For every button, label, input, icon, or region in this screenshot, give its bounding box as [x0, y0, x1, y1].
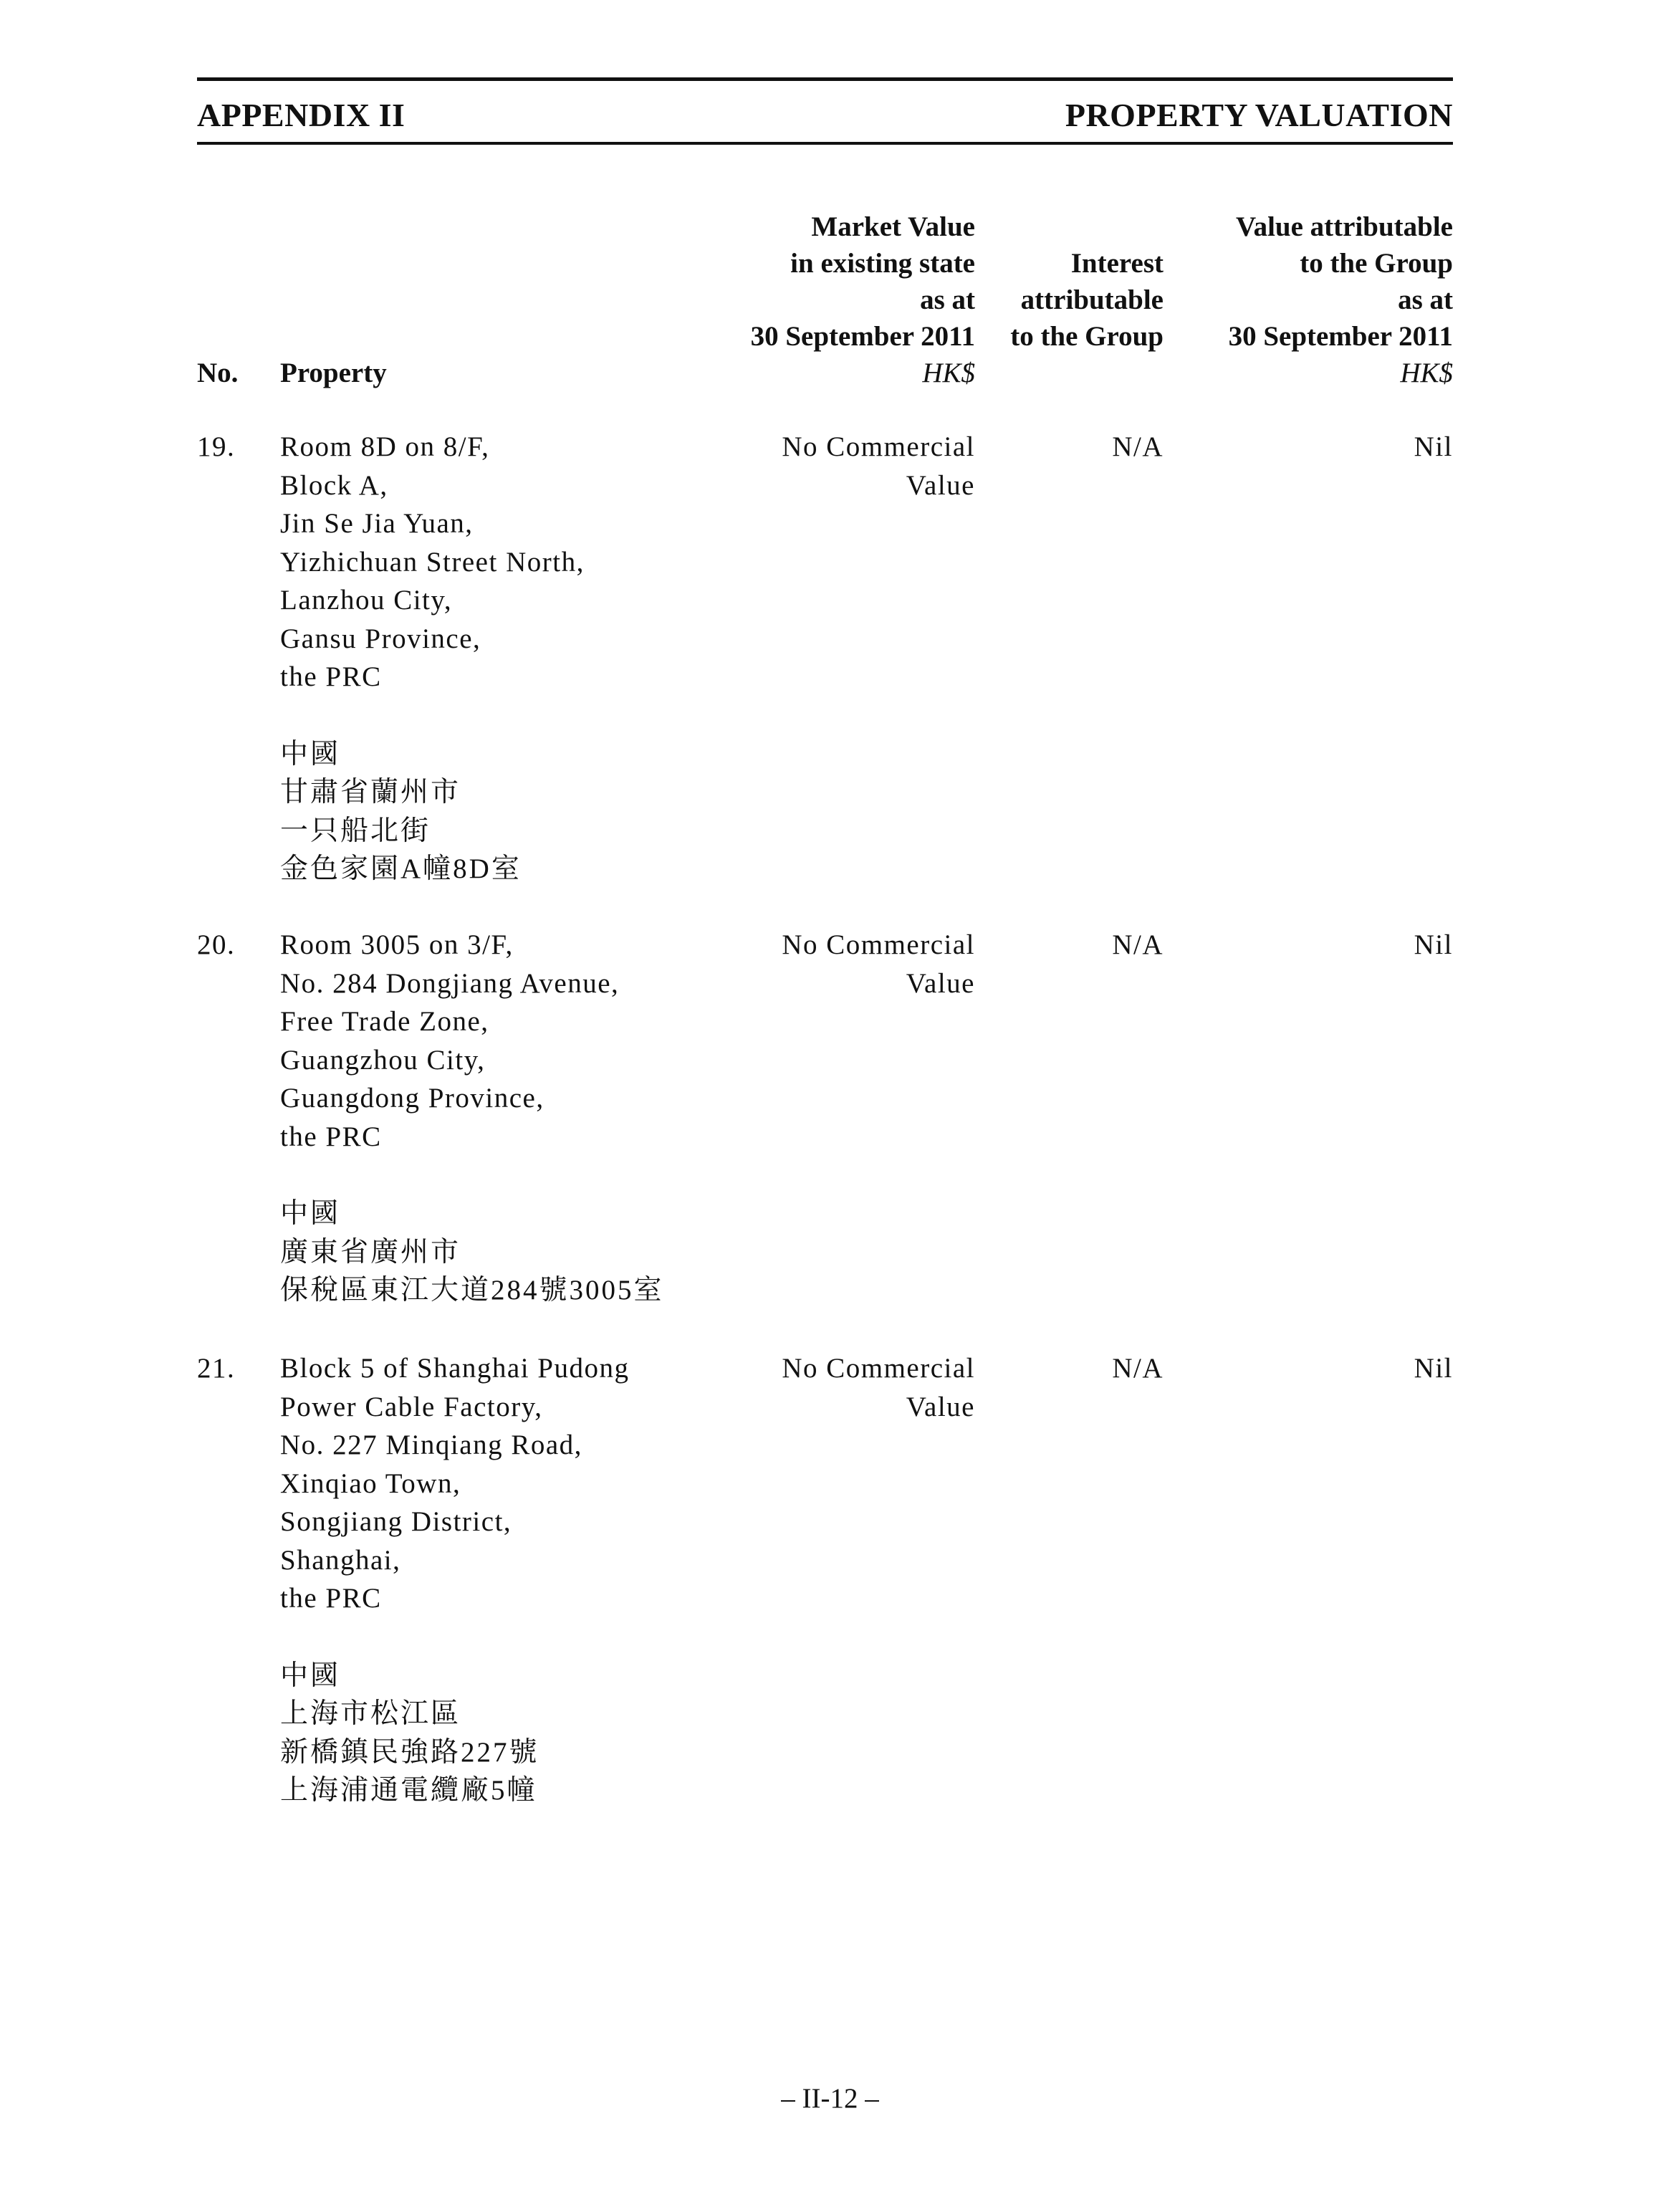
- market-value-line: No Commercial: [782, 431, 975, 462]
- address-chinese: [280, 735, 710, 889]
- table-header: [197, 205, 1453, 391]
- header-line: Interest: [1070, 248, 1164, 279]
- market-value-line: Value: [906, 967, 975, 999]
- address-line-cn: 金色家園A幢8D室: [280, 853, 522, 884]
- currency-unit: HK$: [1400, 358, 1453, 388]
- property-address: [280, 926, 710, 1310]
- address-line: Shanghai,: [280, 1544, 401, 1576]
- address-line-cn: 新橋鎮民強路227號: [280, 1736, 539, 1768]
- interest-attributable: N/A: [1112, 431, 1164, 462]
- value-attributable: Nil: [1414, 929, 1453, 960]
- running-head: [197, 81, 1453, 142]
- address-chinese: [280, 1194, 710, 1310]
- value-attributable: Nil: [1414, 1353, 1453, 1384]
- row-number: 21.: [197, 1353, 236, 1384]
- appendix-label: APPENDIX II: [197, 97, 406, 133]
- address-line: Yizhichuan Street North,: [280, 546, 585, 578]
- header-line: to the Group: [1010, 321, 1164, 352]
- address-line-cn: 中國: [280, 1198, 341, 1229]
- column-header-value-attributable: [1166, 209, 1453, 391]
- address-line: Room 8D on 8/F,: [280, 431, 490, 462]
- header-line: Market Value: [811, 211, 975, 242]
- header-line: as at: [1398, 284, 1453, 315]
- address-line: Guangzhou City,: [280, 1044, 486, 1076]
- market-value-line: No Commercial: [782, 929, 975, 960]
- interest-attributable: N/A: [1112, 929, 1164, 960]
- address-line: the PRC: [280, 1121, 382, 1152]
- address-line: Power Cable Factory,: [280, 1391, 543, 1422]
- header-line: 30 September 2011: [750, 321, 975, 352]
- address-line: Free Trade Zone,: [280, 1006, 489, 1037]
- section-title: PROPERTY VALUATION: [1065, 97, 1453, 133]
- address-line: the PRC: [280, 1583, 382, 1614]
- market-value: [674, 1349, 975, 1426]
- market-value: [674, 428, 975, 504]
- address-line: Gansu Province,: [280, 623, 481, 654]
- column-header-property: Property: [280, 358, 387, 388]
- column-header-interest: [977, 245, 1164, 355]
- address-line: Jin Se Jia Yuan,: [280, 508, 474, 539]
- address-line-cn: 上海浦通電纜廠5幢: [280, 1775, 537, 1806]
- column-header-market-value: [674, 209, 975, 391]
- header-line: attributable: [1020, 284, 1164, 315]
- address-line-cn: 中國: [280, 738, 341, 770]
- address-line: Block 5 of Shanghai Pudong: [280, 1353, 630, 1384]
- address-chinese: [280, 1657, 710, 1810]
- header-line: to the Group: [1300, 248, 1453, 279]
- property-address: [280, 1349, 710, 1810]
- header-line: as at: [920, 284, 975, 315]
- header-line: in existing state: [790, 248, 975, 279]
- address-line-cn: 保稅區東江大道284號3005室: [280, 1275, 664, 1306]
- address-line: Xinqiao Town,: [280, 1468, 461, 1499]
- address-line: the PRC: [280, 661, 382, 692]
- row-number: 19.: [197, 431, 236, 462]
- address-line: Block A,: [280, 469, 388, 501]
- market-value-line: No Commercial: [782, 1353, 975, 1384]
- market-value-line: Value: [906, 469, 975, 501]
- column-header-no: No.: [197, 358, 239, 388]
- address-line: Lanzhou City,: [280, 585, 453, 616]
- page-number: – II-12 –: [781, 2083, 879, 2114]
- address-line-cn: 一只船北街: [280, 815, 431, 846]
- document-page: [197, 77, 1453, 388]
- address-line: Guangdong Province,: [280, 1083, 544, 1114]
- header-bottom-rule: [197, 142, 1453, 145]
- market-value-line: Value: [906, 1391, 975, 1422]
- row-number: 20.: [197, 929, 236, 960]
- value-attributable: Nil: [1414, 431, 1453, 462]
- address-line-cn: 中國: [280, 1660, 341, 1691]
- header-line: Value attributable: [1236, 211, 1453, 242]
- address-line: No. 284 Dongjiang Avenue,: [280, 967, 620, 999]
- header-line: 30 September 2011: [1228, 321, 1453, 352]
- address-line: No. 227 Minqiang Road,: [280, 1430, 582, 1460]
- address-line-cn: 上海市松江區: [280, 1698, 461, 1729]
- address-line: Room 3005 on 3/F,: [280, 929, 514, 960]
- address-line-cn: 甘肅省蘭州市: [280, 777, 461, 808]
- interest-attributable: N/A: [1112, 1353, 1164, 1384]
- property-address: [280, 428, 710, 889]
- address-line-cn: 廣東省廣州市: [280, 1236, 461, 1268]
- market-value: [674, 926, 975, 1002]
- currency-unit: HK$: [922, 358, 975, 388]
- address-line: Songjiang District,: [280, 1506, 512, 1537]
